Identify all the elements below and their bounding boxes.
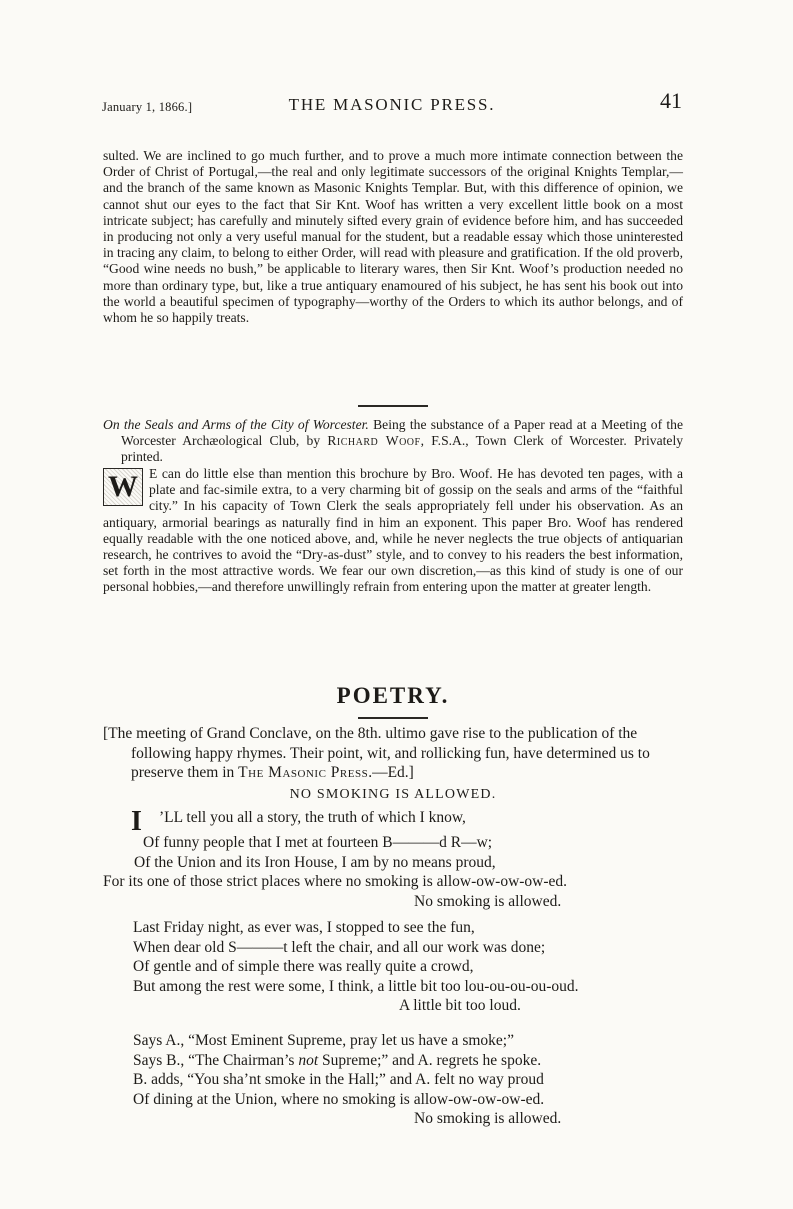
verse-2 <box>103 918 683 1016</box>
review-paragraph <box>103 466 683 596</box>
section-divider <box>358 405 428 407</box>
poetry-heading: POETRY. <box>336 683 450 708</box>
verse-line <box>103 808 683 836</box>
book-author: Richard Woof <box>327 433 421 449</box>
poetry-divider <box>358 717 428 719</box>
verse-1 <box>103 808 683 911</box>
verse-3-line-2-italic: not <box>298 1051 319 1069</box>
poetry-intro <box>103 724 685 783</box>
verse-3-refrain: No smoking is allowed. <box>414 1110 562 1127</box>
review-book-title <box>103 417 683 466</box>
verse-2-line-4: But among the rest were some, I think, a little bit too lou-ou-ou-ou-oud. <box>133 977 579 995</box>
verse-3-line-2 <box>103 1051 683 1071</box>
book-description-tail: , F.S.A., Town Clerk of Worcester. Privately printed. <box>121 433 684 465</box>
verse-3 <box>103 1031 683 1129</box>
review-paragraph-text: E can do little else than mention this brochure by Bro. Woof. He has devoted ten pages, with a plate and fac-simile extra, to a very charming bit of gossip on the seals and arms of the “faithful city.” In his capacity of Town Clerk the seals appropriately fell under his observation. As an antiquary, armorial bearings as naturally find in him an exponent. This paper Bro. Woof has rendered equally readable with the one noticed above, and, while he never neglects the true objects of antiquarian research, he contrives to avoid the “Dry-as-dust” style, and to convey to his readers the best information, set forth in the most attractive words. We fear our own discretion,—as this kind of study is one of our personal hobbies,—and therefore unwillingly refrain from entering upon the matter at greater length. <box>103 466 683 595</box>
verse-2-line-2: When dear old S———t left the chair, and all our work was done; <box>133 938 546 956</box>
intro-text: [The meeting of Grand Conclave, on the 8th. ultimo gave rise to the publication of the following happy rhymes. Their point, wit, and rollicking fun, have determined us to preserve them in <box>103 725 650 781</box>
review-continuation-paragraph: sulted. We are inclined to go much further, and to prove a much more intimate connection between the Order of Christ of Portugal,—the real and only legitimate successors of the original Knights Templar,—and the branch of the same known as Masonic Knights Templar. But, with this difference of opinion, we cannot shut our eyes to the fact that Sir Knt. Woof has written a very excellent little book on a most intricate subject; has carefully and minutely sifted every grain of evidence before him, and has succeeded in producing not only a very useful manual for the student, but a readable essay which those uninterested in tracing any claim, to belong to either Order, will read with pleasure and gratification. If the old proverb, “Good wine needs no bush,” be applicable to literary wares, then Sir Knt. Woof’s production needed no more than ordinary type, but, like a true antiquary enamoured of his subject, he has sent his book out into the world a beautiful specimen of typography—worthy of the Orders to which its author belongs, and of whom he so happily treats. <box>103 148 683 326</box>
verse-1-line-3: Of the Union and its Iron House, I am by no means proud, <box>134 853 496 871</box>
drop-cap-i: I <box>131 806 142 837</box>
intro-publication: The Masonic Press <box>238 764 369 781</box>
book-description: Being the substance of a Paper read at a Meeting of the Worcester Archæological Club, by <box>121 417 684 449</box>
verse-3-line-2-a: Says B., “The Chairman’s <box>133 1051 299 1069</box>
publication-title: THE MASONIC PRESS. <box>288 95 496 114</box>
verse-2-line-3: Of gentle and of simple there was really quite a crowd, <box>133 958 474 975</box>
verse-1-line-1: ’LL tell you all a story, the truth of which I know, <box>159 809 466 826</box>
page-number: 41 <box>660 88 682 113</box>
verse-3-line-1: Says A., “Most Eminent Supreme, pray let us have a smoke;” <box>133 1032 514 1049</box>
verse-3-line-2-b: Supreme;” and A. regrets he spoke. <box>318 1051 542 1069</box>
verse-1-refrain: No smoking is allowed. <box>414 892 562 910</box>
verse-2-line-1: Last Friday night, as ever was, I stopped to see the fun, <box>133 919 475 936</box>
book-title-italic: On the Seals and Arms of the City of Worcester. <box>103 417 369 432</box>
intro-end: .—Ed.] <box>368 764 414 781</box>
drop-cap-w: W <box>103 468 143 506</box>
song-title: NO SMOKING IS ALLOWED. <box>289 787 497 802</box>
verse-2-refrain: A little bit too loud. <box>399 997 521 1014</box>
verse-1-line-2: Of funny people that I met at fourteen B———d R—w; <box>143 834 493 851</box>
header-date: January 1, 1866.] <box>102 100 193 114</box>
verse-1-line-4: For its one of those strict places where no smoking is allow-ow-ow-ow-ed. <box>103 873 568 890</box>
verse-3-line-4: Of dining at the Union, where no smoking is allow-ow-ow-ow-ed. <box>133 1090 545 1108</box>
verse-3-line-3: B. adds, “You sha’nt smoke in the Hall;” and A. felt no way proud <box>133 1071 544 1088</box>
page-header <box>102 88 682 118</box>
